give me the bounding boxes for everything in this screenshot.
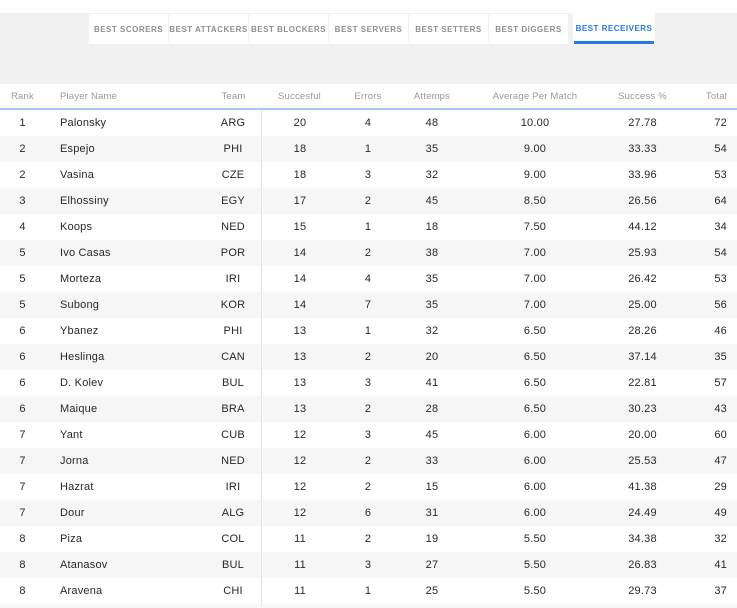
cell-player: Piza [45,526,205,552]
cell-pct: 25.00 [605,292,680,318]
cell-successful: 20 [262,110,337,136]
cell-attempts: 48 [399,110,465,136]
cell-rank: 8 [0,526,45,552]
cell-rank: 5 [0,292,45,318]
table-row [0,162,737,188]
cell-attempts: 18 [399,214,465,240]
cell-player: Yant [45,422,205,448]
cell-pct: 24.49 [605,500,680,526]
cell-avg: 6.50 [465,344,605,370]
cell-team: BUL [205,552,262,578]
tab-best-scorers[interactable]: BEST SCORERS [89,14,168,44]
tab-best-receivers[interactable]: BEST RECEIVERS [573,13,655,44]
cell-rank: 7 [0,474,45,500]
cell-attempts: 20 [399,344,465,370]
cell-avg: 5.50 [465,526,605,552]
cell-player: Hazrat [45,474,205,500]
cell-player: Espejo [45,136,205,162]
cell-total: 37 [680,578,737,604]
cell-rank: 7 [0,448,45,474]
cell-total: 64 [680,188,737,214]
cell-errors: 4 [337,266,399,292]
cell-errors: 2 [337,474,399,500]
cell-rank: 5 [0,240,45,266]
cell-attempts: 45 [399,422,465,448]
cell-player: Dour [45,500,205,526]
cell-player: Ivo Casas [45,240,205,266]
cell-pct: 33.96 [605,162,680,188]
cell-successful: 12 [262,448,337,474]
table-row [0,396,737,422]
cell-pct: 29.73 [605,578,680,604]
cell-errors: 3 [337,162,399,188]
cell-rank: 7 [0,422,45,448]
cell-total: 32 [680,526,737,552]
cell-attempts: 28 [399,396,465,422]
cell-total: 29 [680,474,737,500]
column-header-errors: Errors [337,84,399,110]
cell-player: Maique [45,396,205,422]
cell-errors: 1 [337,578,399,604]
tab-best-blockers[interactable]: BEST BLOCKERS [249,14,328,44]
cell-team: PHI [205,318,262,344]
cell-player: Aravena [45,578,205,604]
cell-team: IRI [205,266,262,292]
cell-total: 54 [680,136,737,162]
tab-best-servers[interactable]: BEST SERVERS [329,14,408,44]
cell-rank: 6 [0,344,45,370]
cell-rank: 3 [0,188,45,214]
table-row [0,526,737,552]
column-header-team: Team [205,84,262,110]
tab-best-attackers[interactable]: BEST ATTACKERS [169,14,248,44]
cell-avg: 7.00 [465,292,605,318]
cell-rank: 1 [0,110,45,136]
cell-errors: 1 [337,136,399,162]
next-row-partial [0,604,737,608]
cell-pct: 30.23 [605,396,680,422]
cell-rank: 8 [0,552,45,578]
cell-avg: 6.00 [465,422,605,448]
cell-errors: 6 [337,500,399,526]
cell-player: Jorna [45,448,205,474]
tab-best-diggers[interactable]: BEST DIGGERS [489,14,568,44]
stats-table [0,84,737,604]
cell-attempts: 38 [399,240,465,266]
cell-total: 35 [680,344,737,370]
cell-errors: 4 [337,110,399,136]
cell-player: D. Kolev [45,370,205,396]
cell-avg: 6.00 [465,448,605,474]
cell-rank: 6 [0,396,45,422]
cell-rank: 4 [0,214,45,240]
table-row [0,266,737,292]
cell-avg: 9.00 [465,162,605,188]
cell-avg: 8.50 [465,188,605,214]
cell-avg: 6.50 [465,370,605,396]
table-row [0,240,737,266]
cell-avg: 7.50 [465,214,605,240]
cell-errors: 2 [337,396,399,422]
table-row [0,578,737,604]
cell-total: 53 [680,266,737,292]
cell-rank: 2 [0,136,45,162]
cell-avg: 7.00 [465,240,605,266]
cell-total: 57 [680,370,737,396]
cell-pct: 22.81 [605,370,680,396]
table-row [0,474,737,500]
cell-player: Heslinga [45,344,205,370]
cell-successful: 13 [262,344,337,370]
cell-total: 43 [680,396,737,422]
cell-successful: 18 [262,136,337,162]
cell-total: 53 [680,162,737,188]
table-row [0,292,737,318]
cell-team: EGY [205,188,262,214]
column-header-pct: Success % [605,84,680,110]
cell-pct: 25.93 [605,240,680,266]
table-row [0,500,737,526]
cell-attempts: 25 [399,578,465,604]
cell-successful: 12 [262,474,337,500]
cell-pct: 34.38 [605,526,680,552]
cell-attempts: 31 [399,500,465,526]
cell-avg: 5.50 [465,578,605,604]
cell-team: NED [205,448,262,474]
cell-attempts: 19 [399,526,465,552]
cell-player: Ybanez [45,318,205,344]
cell-attempts: 32 [399,162,465,188]
cell-total: 41 [680,552,737,578]
cell-errors: 1 [337,318,399,344]
cell-errors: 2 [337,240,399,266]
table-row [0,214,737,240]
cell-team: NED [205,214,262,240]
cell-attempts: 32 [399,318,465,344]
table-header-row [0,84,737,110]
column-header-total: Total [680,84,737,110]
cell-avg: 7.00 [465,266,605,292]
cell-successful: 11 [262,578,337,604]
cell-successful: 12 [262,500,337,526]
tabs-bar [0,0,737,84]
cell-avg: 9.00 [465,136,605,162]
cell-team: POR [205,240,262,266]
cell-total: 34 [680,214,737,240]
cell-team: CAN [205,344,262,370]
cell-pct: 37.14 [605,344,680,370]
table-row [0,448,737,474]
table-row [0,552,737,578]
tab-best-setters[interactable]: BEST SETTERS [409,14,488,44]
cell-successful: 13 [262,370,337,396]
cell-avg: 6.50 [465,318,605,344]
cell-team: IRI [205,474,262,500]
column-header-player: Player Name [45,84,205,110]
cell-rank: 2 [0,162,45,188]
cell-team: ARG [205,110,262,136]
cell-attempts: 27 [399,552,465,578]
cell-team: BRA [205,396,262,422]
cell-avg: 10.00 [465,110,605,136]
cell-errors: 3 [337,370,399,396]
cell-pct: 44.12 [605,214,680,240]
cell-team: CUB [205,422,262,448]
cell-successful: 13 [262,318,337,344]
cell-attempts: 15 [399,474,465,500]
cell-successful: 11 [262,526,337,552]
cell-errors: 2 [337,188,399,214]
cell-team: KOR [205,292,262,318]
cell-successful: 11 [262,552,337,578]
cell-successful: 12 [262,422,337,448]
cell-team: PHI [205,136,262,162]
cell-successful: 14 [262,292,337,318]
cell-rank: 5 [0,266,45,292]
cell-player: Morteza [45,266,205,292]
cell-pct: 20.00 [605,422,680,448]
cell-avg: 5.50 [465,552,605,578]
table-row [0,188,737,214]
cell-successful: 14 [262,240,337,266]
cell-rank: 7 [0,500,45,526]
cell-successful: 14 [262,266,337,292]
cell-team: COL [205,526,262,552]
cell-total: 47 [680,448,737,474]
cell-successful: 17 [262,188,337,214]
cell-avg: 6.50 [465,396,605,422]
cell-team: ALG [205,500,262,526]
cell-player: Subong [45,292,205,318]
cell-attempts: 35 [399,292,465,318]
table-row [0,110,737,136]
cell-player: Palonsky [45,110,205,136]
cell-attempts: 35 [399,136,465,162]
cell-successful: 15 [262,214,337,240]
cell-total: 72 [680,110,737,136]
cell-avg: 6.00 [465,474,605,500]
cell-rank: 6 [0,370,45,396]
column-header-rank: Rank [0,84,45,110]
column-header-avg: Average Per Match [465,84,605,110]
cell-total: 46 [680,318,737,344]
cell-attempts: 41 [399,370,465,396]
column-header-attempts: Attemps [399,84,465,110]
cell-errors: 3 [337,552,399,578]
cell-pct: 41.38 [605,474,680,500]
table-row [0,422,737,448]
cell-team: CHI [205,578,262,604]
cell-rank: 8 [0,578,45,604]
cell-pct: 28.26 [605,318,680,344]
table-row [0,344,737,370]
cell-errors: 7 [337,292,399,318]
tabs-list [89,14,655,44]
cell-total: 54 [680,240,737,266]
cell-errors: 3 [337,422,399,448]
cell-pct: 26.56 [605,188,680,214]
cell-errors: 2 [337,344,399,370]
column-header-successful: Succesful [262,84,337,110]
table-row [0,370,737,396]
cell-successful: 13 [262,396,337,422]
cell-errors: 2 [337,526,399,552]
cell-team: BUL [205,370,262,396]
cell-attempts: 45 [399,188,465,214]
cell-pct: 27.78 [605,110,680,136]
cell-pct: 26.83 [605,552,680,578]
cell-player: Koops [45,214,205,240]
cell-successful: 18 [262,162,337,188]
cell-errors: 2 [337,448,399,474]
cell-rank: 6 [0,318,45,344]
cell-pct: 33.33 [605,136,680,162]
cell-pct: 26.42 [605,266,680,292]
cell-player: Elhossiny [45,188,205,214]
cell-total: 56 [680,292,737,318]
table-row [0,318,737,344]
cell-pct: 25.53 [605,448,680,474]
cell-avg: 6.00 [465,500,605,526]
table-row [0,136,737,162]
cell-total: 60 [680,422,737,448]
cell-team: CZE [205,162,262,188]
cell-attempts: 35 [399,266,465,292]
cell-player: Atanasov [45,552,205,578]
cell-errors: 1 [337,214,399,240]
cell-player: Vasina [45,162,205,188]
cell-attempts: 33 [399,448,465,474]
cell-total: 49 [680,500,737,526]
